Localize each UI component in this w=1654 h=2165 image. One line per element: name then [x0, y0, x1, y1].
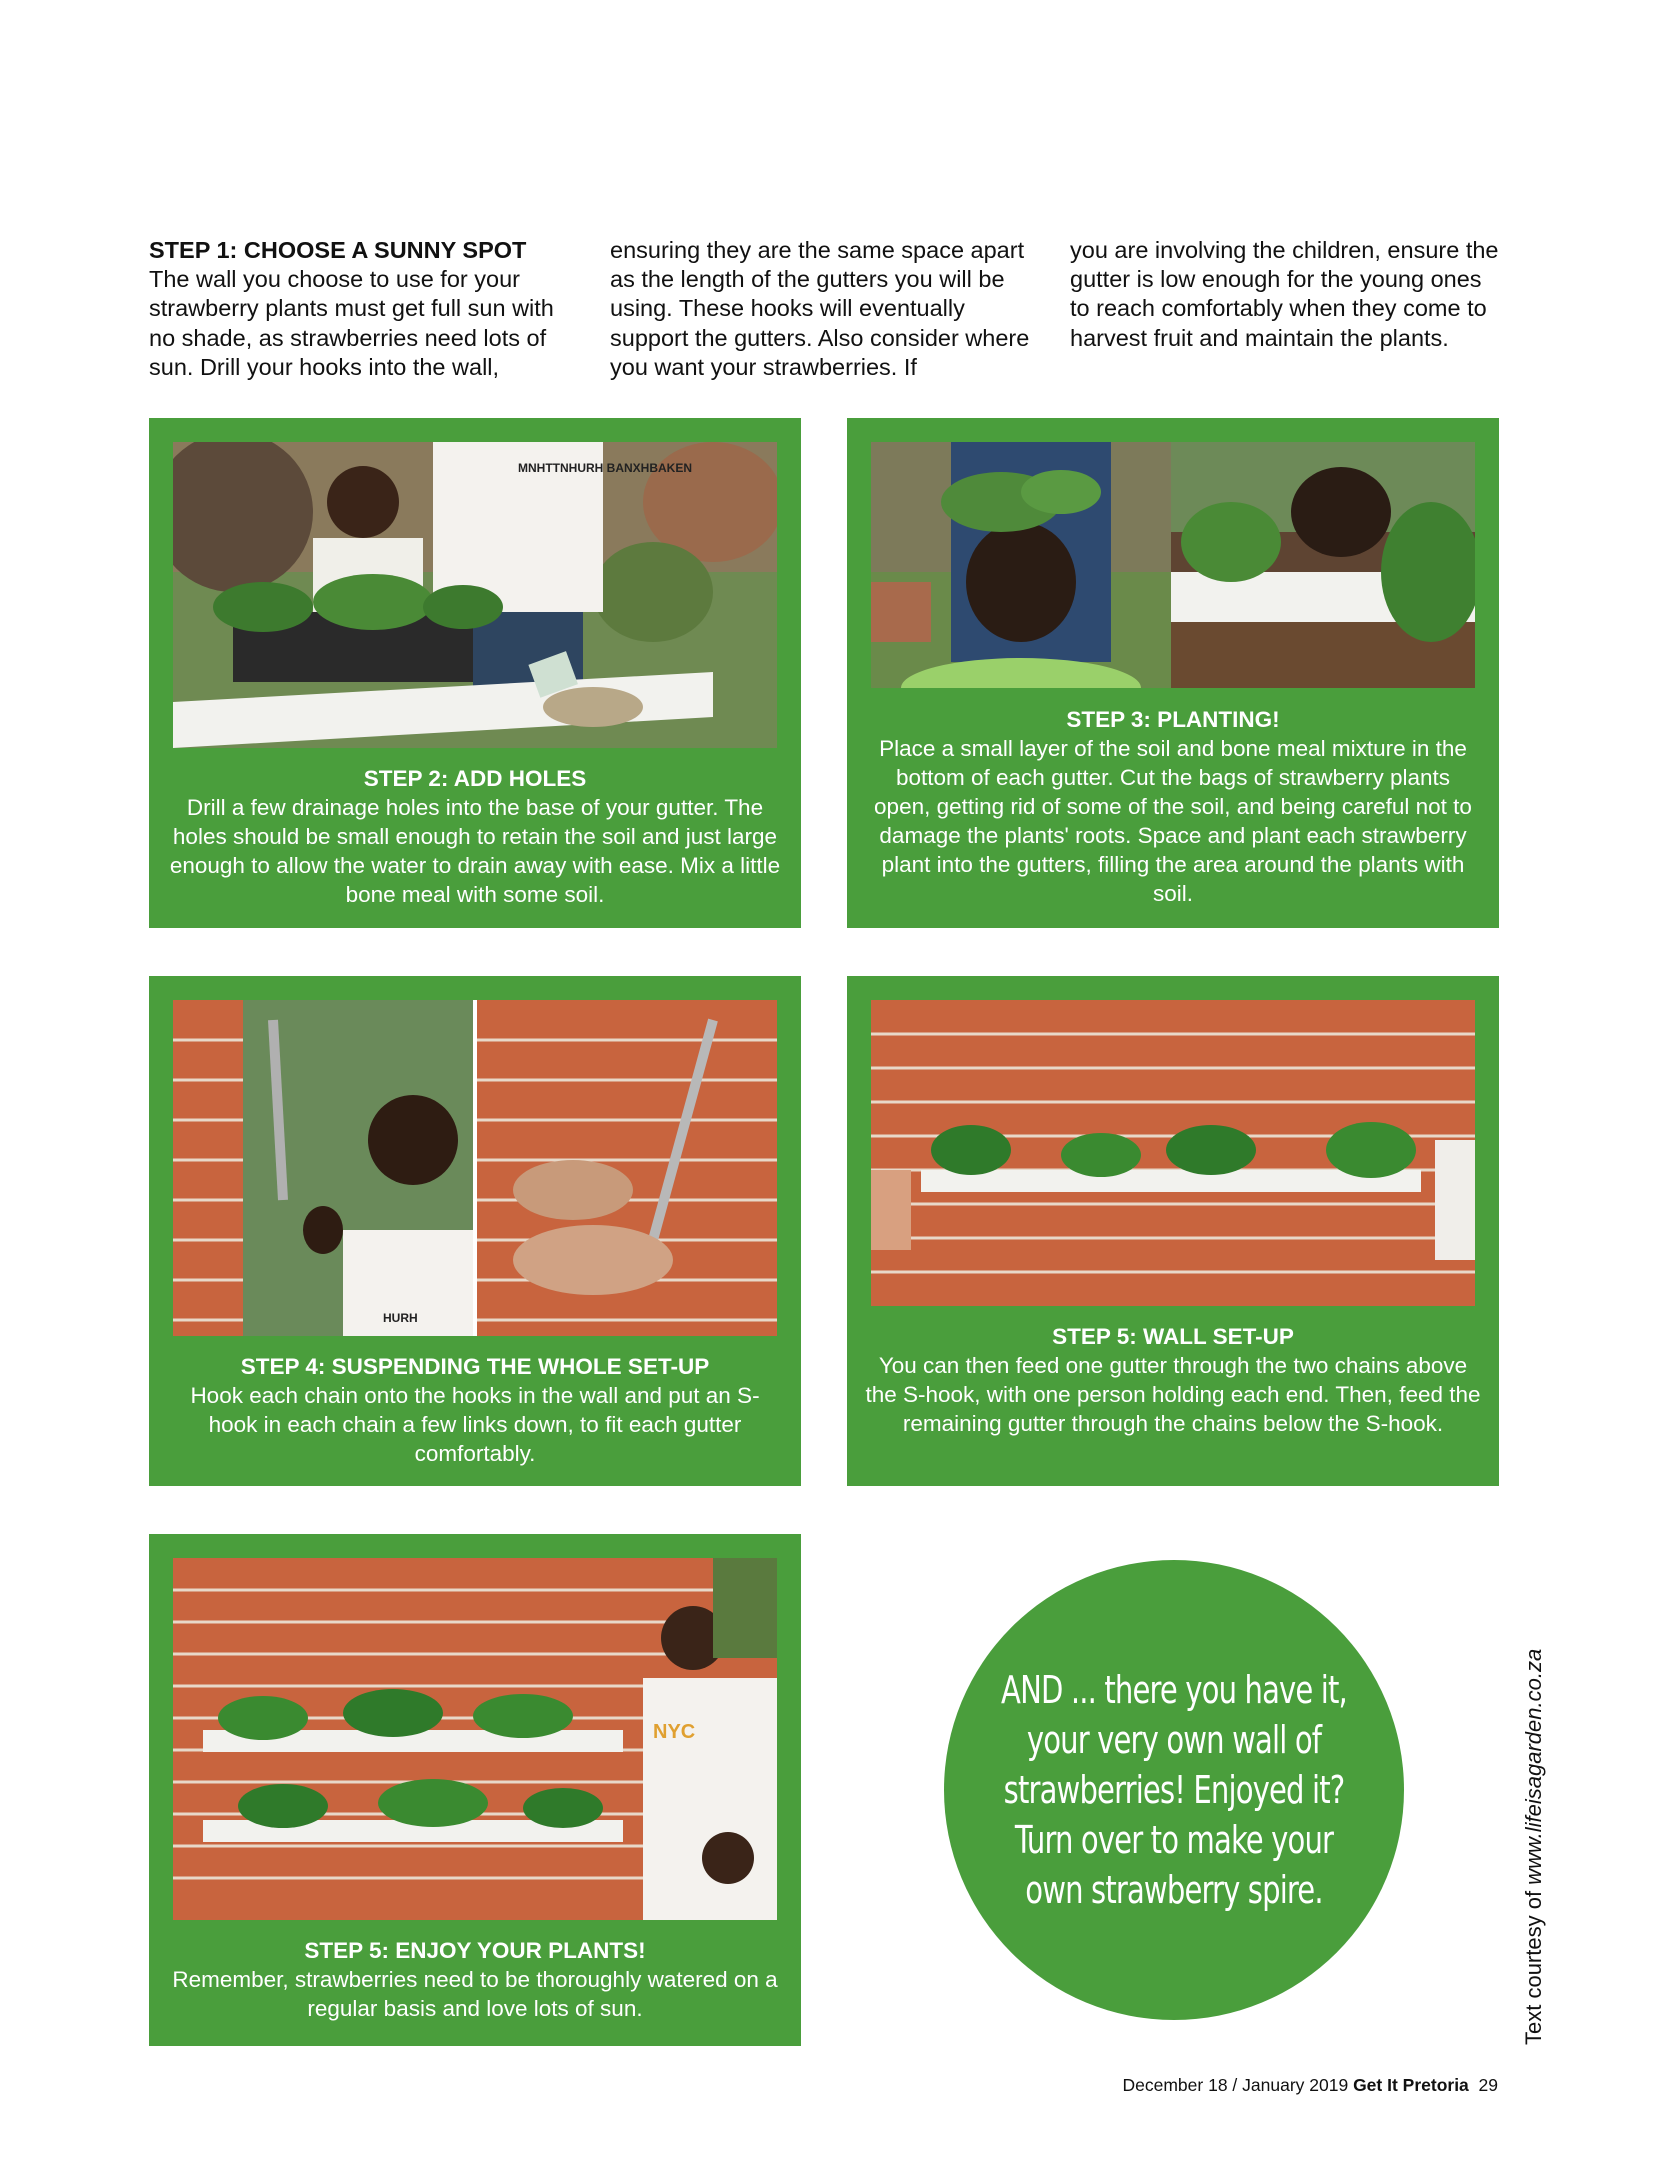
intro-column-1: [149, 236, 581, 382]
page-footer: [1123, 2075, 1499, 2096]
step5-enjoy-title: STEP 5: ENJOY YOUR PLANTS!: [304, 1938, 646, 1963]
step3-text: Place a small layer of the soil and bone meal mixture in the bottom of each gutter. Cut the bags of strawberry plants open, getting rid of some of the soil, and being careful not to damage the plants' roots. Space and plant each strawberry plant into the gutters, filling the area around the plants with soil.: [874, 736, 1472, 906]
footer-date: December 18 / January 2019: [1122, 2075, 1354, 2095]
step1-text-continued: ensuring they are the same space apart as the length of the gutters you will be using. These hooks will eventually support the gutters. Also consider where you want your strawberries. If: [610, 237, 1030, 380]
step2-text: Drill a few drainage holes into the base of your gutter. The holes should be small enough to retain the soil and just large enough to allow the water to drain away with ease. Mix a little bone meal with some soil.: [169, 795, 781, 907]
callout-text: AND ... there you have it, your very own wall of strawberries! Enjoyed it? Turn over to make your own strawberry spire.: [1001, 1668, 1347, 1912]
step2-caption: [167, 764, 783, 909]
page-number: 29: [1478, 2075, 1498, 2095]
step3-title: STEP 3: PLANTING!: [1066, 707, 1280, 732]
step5-wall-caption: [865, 1322, 1481, 1438]
step4-photo: [173, 1000, 777, 1336]
step1-text-end: you are involving the children, ensure the gutter is low enough for the young ones to reach comfortably when they come to harvest fruit and maintain the plants.: [1070, 237, 1499, 351]
credit-prefix: Text courtesy of: [1521, 1884, 1546, 2045]
step4-text: Hook each chain onto the hooks in the wall and put an S-hook in each chain a few links down, to fit each gutter comfortably.: [190, 1383, 760, 1466]
step5-wall-photo: [871, 1000, 1475, 1306]
step4-caption: [167, 1352, 783, 1468]
step4-shirt-text: HURH: [383, 1311, 418, 1325]
step5-wall-text: You can then feed one gutter through the two chains above the S-hook, with one person holding each end. Then, feed the remaining gutter through the chains below the S-hook.: [865, 1353, 1481, 1436]
intro-column-3: [1070, 236, 1502, 353]
credit-url[interactable]: www.lifeisagarden.co.za: [1521, 1648, 1546, 1885]
step5-enjoy-caption: [167, 1936, 783, 2023]
callout-circle: [944, 1560, 1404, 2020]
text-credit: [1516, 1605, 1552, 2045]
step2-photo: [173, 442, 777, 748]
step5-wall-panel: [847, 976, 1499, 1486]
step3-caption: [865, 705, 1481, 908]
step3-photo: [871, 442, 1475, 688]
step4-panel: [149, 976, 801, 1486]
step1-title: STEP 1: CHOOSE A SUNNY SPOT: [149, 237, 527, 263]
step5-wall-title: STEP 5: WALL SET-UP: [1052, 1324, 1294, 1349]
step3-panel: [847, 418, 1499, 928]
step5-enjoy-panel: [149, 1534, 801, 2046]
footer-publication: Get It Pretoria: [1353, 2075, 1469, 2095]
step2-shirt-text: MNHTTNHURH BANXHBAKEN: [518, 461, 692, 475]
step2-title: STEP 2: ADD HOLES: [363, 766, 587, 791]
step5-enjoy-shirt-text: NYC: [653, 1721, 696, 1743]
step2-panel: [149, 418, 801, 928]
step4-title: STEP 4: SUSPENDING THE WHOLE SET-UP: [240, 1354, 710, 1379]
step1-text: The wall you choose to use for your strawberry plants must get full sun with no shade, as strawberries need lots of sun. Drill your hooks into the wall,: [149, 266, 554, 380]
step5-enjoy-text: Remember, strawberries need to be thoroughly watered on a regular basis and love lots of sun.: [172, 1967, 778, 2021]
step5-enjoy-photo: [173, 1558, 777, 1920]
intro-column-2: [610, 236, 1042, 382]
